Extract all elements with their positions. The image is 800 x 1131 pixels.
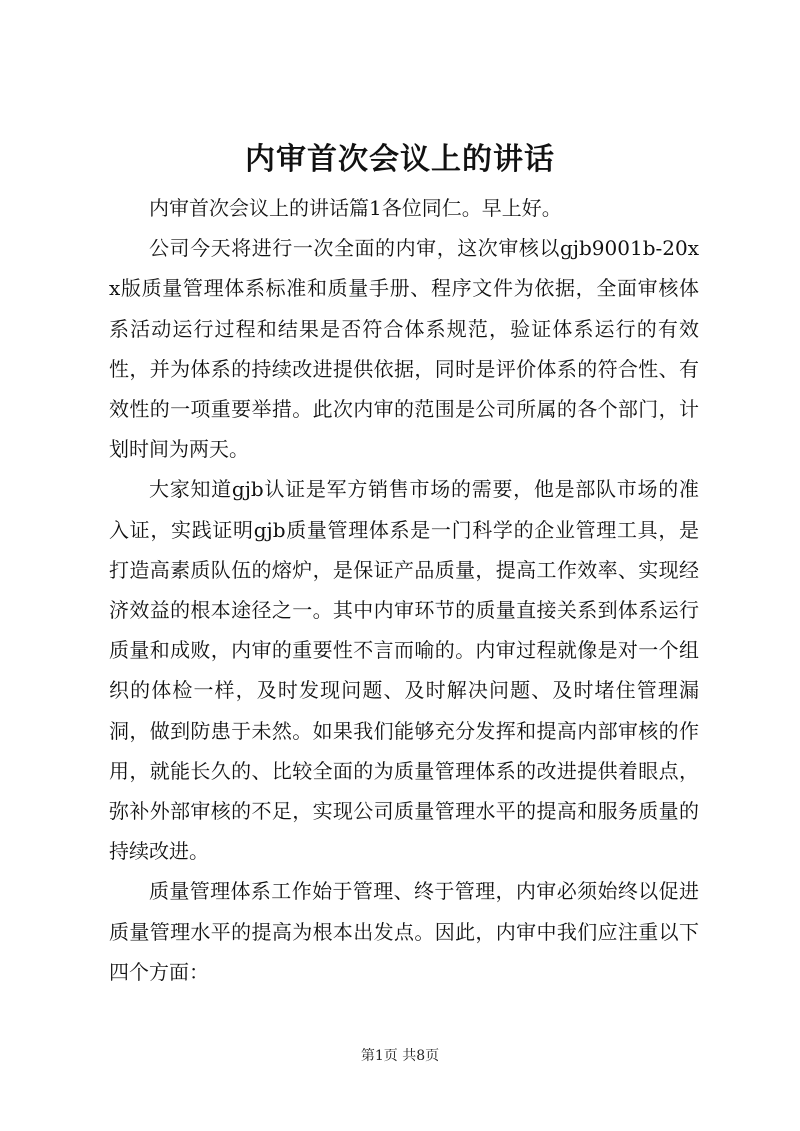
paragraph-1: 内审首次会议上的讲话篇1各位同仁。早上好。 xyxy=(149,196,562,220)
page-title: 内审首次会议上的讲话 xyxy=(245,142,555,177)
paragraph-4: 质量管理体系工作始于管理、终于管理，内审必须始终以促进质量管理水平的提高为根本出发点。因此，内审中我们应注重以下四个方面： xyxy=(109,879,699,984)
page-footer: 第1页 共8页 xyxy=(360,1048,440,1064)
document-body xyxy=(109,188,699,992)
paragraph-3: 大家知道gjb认证是军方销售市场的需要，他是部队市场的准入证，实践证明gjb质量管理体系是一门科学的企业管理工具，是打造高素质队伍的熔炉，是保证产品质量，提高工作效率、实现经济效益的根本途径之一。其中内审环节的质量直接关系到体系运行质量和成败，内审的重要性不言而喻的。内审过程就像是对一个组织的体检一样，及时发现问题、及时解决问题、及时堵住管理漏洞，做到防患于未然。如果我们能够充分发挥和提高内部审核的作用，就能长久的、比较全面的为质量管理体系的改进提供着眼点，弥补外部审核的不足，实现公司质量管理水平的提高和服务质量的持续改进。 xyxy=(109,477,699,864)
paragraph-2: 公司今天将进行一次全面的内审，这次审核以gjb9001b-20xx版质量管理体系标准和质量手册、程序文件为依据，全面审核体系活动运行过程和结果是否符合体系规范，验证体系运行的有效性，并为体系的持续改进提供依据，同时是评价体系的符合性、有效性的一项重要举措。此次内审的范围是公司所属的各个部门，计划时间为两天。 xyxy=(109,236,699,462)
